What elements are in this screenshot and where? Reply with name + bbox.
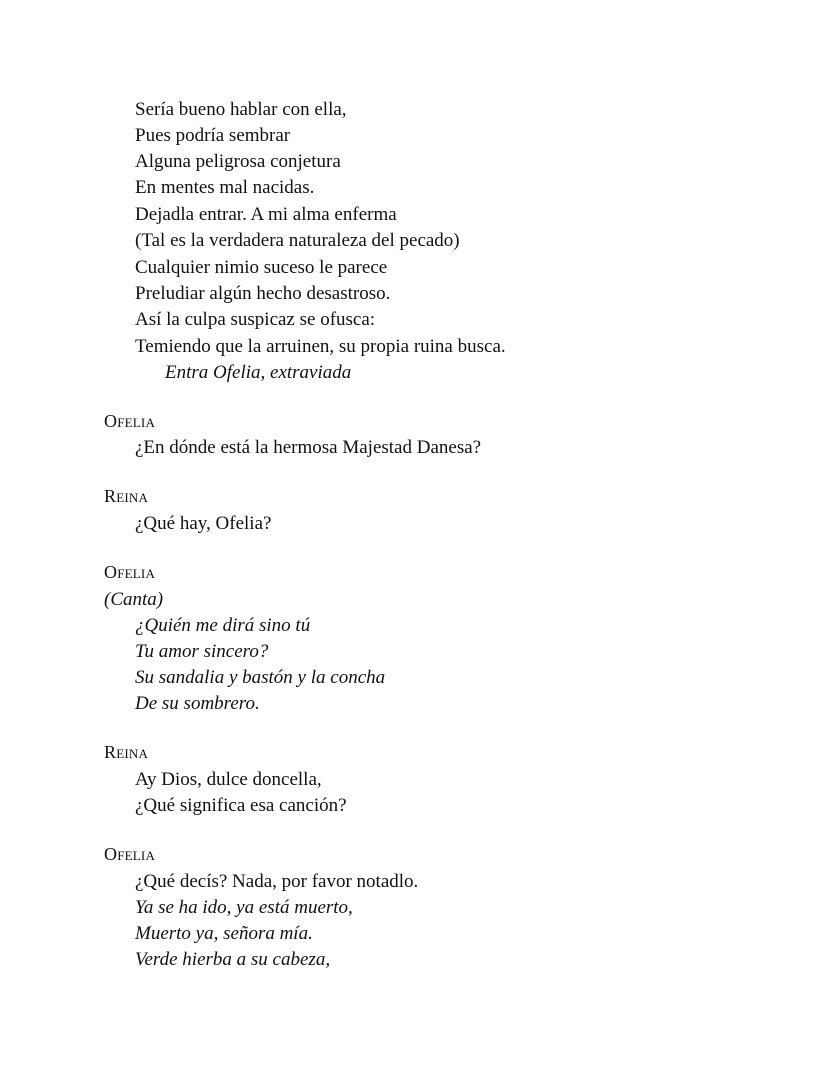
verse-line: Preludiar algún hecho desastroso.	[135, 283, 391, 304]
speaker-name: Reina	[104, 742, 149, 762]
verse-line: ¿Qué hay, Ofelia?	[135, 513, 272, 534]
verse-line: (Tal es la verdadera naturaleza del pecado)	[135, 230, 460, 251]
verse-line: ¿Qué significa esa canción?	[135, 795, 347, 816]
verse-line: ¿En dónde está la hermosa Majestad Danesa?	[135, 437, 482, 458]
song-line: Tu amor sincero?	[135, 641, 269, 662]
song-line: Ya se ha ido, ya está muerto,	[135, 897, 353, 918]
verse-line: Dejadla entrar. A mi alma enferma	[135, 204, 397, 225]
verse-line: Sería bueno hablar con ella,	[135, 99, 347, 120]
verse-line: Pues podría sembrar	[135, 125, 291, 146]
song-line: Muerto ya, señora mía.	[135, 923, 313, 944]
song-line: ¿Quién me dirá sino tú	[135, 615, 311, 636]
verse-line: Así la culpa suspicaz se ofusca:	[135, 309, 376, 330]
verse-line: Alguna peligrosa conjetura	[135, 151, 341, 172]
verse-line: Ay Dios, dulce doncella,	[135, 769, 322, 790]
verse-line: Temiendo que la arruinen, su propia ruina busca.	[135, 336, 506, 357]
speaker-name: Reina	[104, 486, 149, 506]
speaker-name: Ofelia	[104, 562, 156, 582]
song-line: Su sandalia y bastón y la concha	[135, 667, 386, 688]
speaker-name: Ofelia	[104, 411, 156, 431]
song-line: Verde hierba a su cabeza,	[135, 949, 331, 970]
stage-direction: (Canta)	[104, 589, 164, 610]
verse-line: Cualquier nimio suceso le parece	[135, 257, 388, 278]
verse-line: ¿Qué decís? Nada, por favor notadlo.	[135, 871, 419, 892]
stage-direction: Entra Ofelia, extraviada	[165, 362, 352, 383]
verse-line: En mentes mal nacidas.	[135, 177, 315, 198]
speaker-name: Ofelia	[104, 844, 156, 864]
song-line: De su sombrero.	[135, 693, 260, 714]
